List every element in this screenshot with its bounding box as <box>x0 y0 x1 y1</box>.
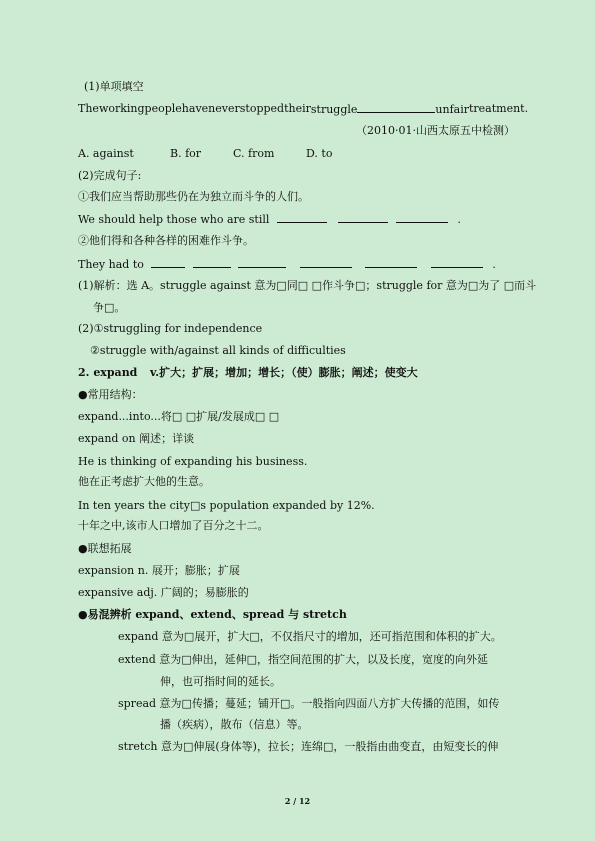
option-d: D. to <box>306 147 333 160</box>
extension-heading: ●联想拓展 <box>78 542 132 555</box>
compare-heading: ●易混辨析 expand、extend、spread 与 stretch <box>78 608 347 621</box>
answer-blank <box>396 212 448 223</box>
answer-blank <box>338 212 388 223</box>
extension-word-1: expansion n. 展开；膨胀；扩展 <box>78 564 240 577</box>
option-a: A. against <box>78 147 134 160</box>
page-number: 2 / 12 <box>284 796 311 806</box>
stem-word: treatment. <box>468 102 529 115</box>
example-2-en: In ten years the city□s population expanded by 12%. <box>78 499 375 512</box>
answer-blank <box>431 257 483 268</box>
example-1-en: He is thinking of expanding his business. <box>78 455 308 468</box>
stem-word: working <box>98 102 145 115</box>
compare-spread-line1: spread 意为□传播；蔓延；铺开□。一般指向四面八方扩大传播的范围，如传 <box>118 697 500 710</box>
stem-word-with-blank: struggle unfair <box>310 103 469 116</box>
compare-spread-line2: 播（疾病），散布（信息）等。 <box>160 718 309 731</box>
answer-2-line2: ②struggle with/against all kinds of difficulties <box>90 344 346 357</box>
structure-1: expand...into...将□ □扩展/发展成□ □ <box>78 410 280 423</box>
answer-blank <box>238 257 286 268</box>
q1-source: （2010·01·山西太原五中检测） <box>356 124 515 137</box>
structures-heading: ●常用结构： <box>78 388 143 401</box>
q2-heading: (2)完成句子: <box>78 169 142 182</box>
extension-word-2: expansive adj. 广阔的；易膨胀的 <box>78 586 249 599</box>
stem-word: people <box>144 102 182 115</box>
q2-item2-en: They had to . <box>78 258 496 271</box>
answer-blank <box>365 257 417 268</box>
stem-word: their <box>284 102 311 115</box>
stem-word: The <box>78 102 99 115</box>
compare-extend-line1: extend 意为□伸出，延伸□，指空间范围的扩大，以及长度，宽度的向外延 <box>118 653 489 666</box>
compare-expand: expand 意为□展开，扩大□，不仅指尺寸的增加，还可指范围和体积的扩大。 <box>118 630 502 643</box>
option-c: C. from <box>233 147 275 160</box>
q2-item2-cn: ②他们得和各种各样的困难作斗争。 <box>78 234 254 247</box>
answer-blank <box>151 257 185 268</box>
stem-word: have <box>181 102 209 115</box>
answer-1-line1: (1)解析：选 A。struggle against 意为□同□ □作斗争□；struggle for 意为□为了 □而斗 <box>78 279 537 292</box>
compare-stretch-line1: stretch 意为□伸展(身体等)，拉长；连绵□，一般指由曲变直，由短变长的伸 <box>118 740 499 753</box>
q2-item1-cn: ①我们应当帮助那些仍在为独立而斗争的人们。 <box>78 190 309 203</box>
stem-word: stopped <box>239 102 285 115</box>
example-2-cn: 十年之中,该市人口增加了百分之十二。 <box>78 519 269 532</box>
entry-meaning: v.扩大；扩展；增加；增长；（使）膨胀；阐述；使变大 <box>150 366 418 379</box>
answer-blank <box>193 257 231 268</box>
answer-blank <box>300 257 352 268</box>
answer-blank <box>357 102 435 113</box>
option-b: B. for <box>170 147 202 160</box>
q1-heading: (1)单项填空 <box>84 80 144 93</box>
answer-blank <box>277 212 327 223</box>
answer-2-line1: (2)①struggling for independence <box>78 322 263 335</box>
entry-headword: 2. expand <box>78 366 138 379</box>
stem-word: never <box>208 102 240 115</box>
answer-1-line2: 争□。 <box>93 301 126 314</box>
q2-item1-en: We should help those who are still . <box>78 213 461 226</box>
structure-2: expand on 阐述；详谈 <box>78 432 195 445</box>
example-1-cn: 他在正考虑扩大他的生意。 <box>78 475 210 488</box>
q1-stem <box>78 102 529 117</box>
compare-extend-line2: 伸，也可指时间的延长。 <box>160 675 281 688</box>
